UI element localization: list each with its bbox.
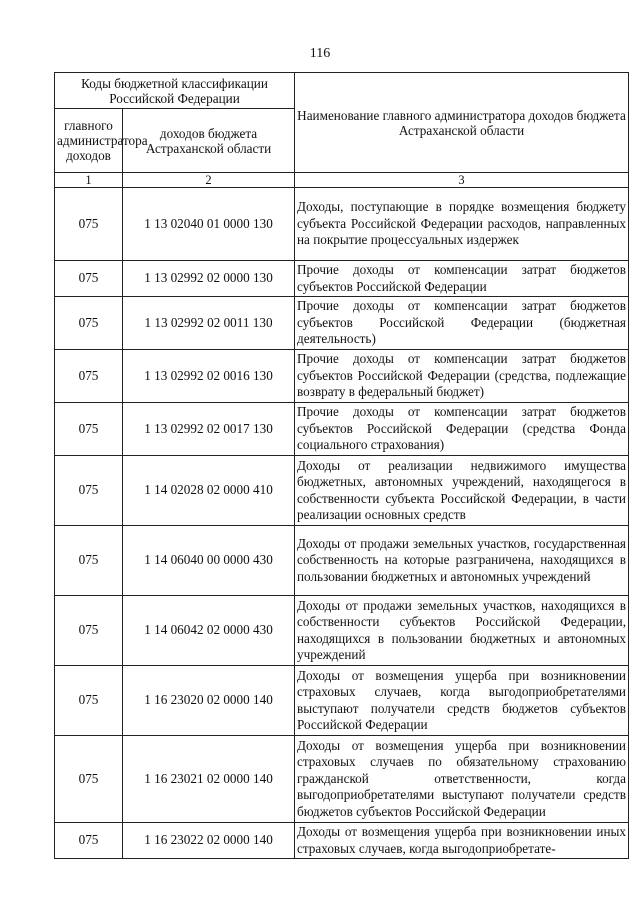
table-row: [55, 297, 629, 350]
admin-code-cell: 075: [55, 188, 123, 261]
column-number: 2: [123, 173, 295, 188]
admin-code-cell: 075: [55, 403, 123, 456]
table-row: [55, 526, 629, 596]
income-name-cell: Прочие доходы от компенсации затрат бюджетов субъектов Российской Федерации (средства, подлежащие возврату в федеральный бюджет): [295, 350, 629, 403]
table-row: [55, 596, 629, 666]
budget-classification-table: [54, 72, 629, 859]
header-col2-income: доходов бюджета Астраханской области: [123, 109, 295, 173]
admin-code-cell: 075: [55, 297, 123, 350]
table-row: [55, 350, 629, 403]
column-number: 1: [55, 173, 123, 188]
income-name-cell: Доходы от реализации недвижимого имущества бюджетных, автономных учреждений, находящегося в собственности субъекта Российской Федерации, в части реализации основных средств: [295, 456, 629, 526]
table-row: [55, 456, 629, 526]
income-code-cell: 1 14 06040 00 0000 430: [123, 526, 295, 596]
admin-code-cell: 075: [55, 666, 123, 736]
table-row: [55, 823, 629, 859]
admin-code-cell: 075: [55, 456, 123, 526]
table-row: [55, 403, 629, 456]
header-col3-name: Наименование главного администратора доходов бюджета Астраханской области: [295, 73, 629, 173]
admin-code-cell: 075: [55, 350, 123, 403]
page-number: 116: [309, 46, 331, 61]
income-code-cell: 1 13 02992 02 0017 130: [123, 403, 295, 456]
admin-code-cell: 075: [55, 736, 123, 823]
income-code-cell: 1 14 02028 02 0000 410: [123, 456, 295, 526]
table-row: [55, 736, 629, 823]
income-name-cell: Доходы от возмещения ущерба при возникновении иных страховых случаев, когда выгодоприобретате-: [295, 823, 629, 859]
income-name-cell: Доходы от возмещения ущерба при возникновении страховых случаев по обязательному страхованию гражданской ответственности, когда выгодоприобретателями выступают получатели средств бюджетов субъектов Российской Федерации: [295, 736, 629, 823]
income-code-cell: 1 14 06042 02 0000 430: [123, 596, 295, 666]
income-name-cell: Прочие доходы от компенсации затрат бюджетов субъектов Российской Федерации (средства Фонда социального страхования): [295, 403, 629, 456]
income-code-cell: 1 13 02992 02 0000 130: [123, 261, 295, 297]
income-code-cell: 1 13 02992 02 0016 130: [123, 350, 295, 403]
income-name-cell: Прочие доходы от компенсации затрат бюджетов субъектов Российской Федерации: [295, 261, 629, 297]
admin-code-cell: 075: [55, 823, 123, 859]
income-code-cell: 1 16 23021 02 0000 140: [123, 736, 295, 823]
income-name-cell: Доходы от возмещения ущерба при возникновении страховых случаев, когда выгодоприобретателями выступают получатели средств бюджетов субъектов Российской Федерации: [295, 666, 629, 736]
table-row: [55, 261, 629, 297]
column-number-row: [55, 173, 629, 188]
column-number: 3: [295, 173, 629, 188]
income-name-cell: Доходы, поступающие в порядке возмещения бюджету субъекта Российской Федерации расходов, направленных на покрытие процессуальных издержек: [295, 188, 629, 261]
income-name-cell: Доходы от продажи земельных участков, находящихся в собственности субъектов Российской Федерации, находящихся в пользовании бюджетных и автономных учреждений: [295, 596, 629, 666]
income-name-cell: Доходы от продажи земельных участков, государственная собственность на которые разграничена, находящихся в пользовании бюджетных и автономных учреждений: [295, 526, 629, 596]
income-name-cell: Прочие доходы от компенсации затрат бюджетов субъектов Российской Федерации (бюджетная деятельность): [295, 297, 629, 350]
admin-code-cell: 075: [55, 526, 123, 596]
table-row: [55, 188, 629, 261]
income-code-cell: 1 13 02040 01 0000 130: [123, 188, 295, 261]
admin-code-cell: 075: [55, 596, 123, 666]
income-code-cell: 1 16 23020 02 0000 140: [123, 666, 295, 736]
admin-code-cell: 075: [55, 261, 123, 297]
table-row: [55, 666, 629, 736]
header-group-codes: Коды бюджетной классификации Российской Федерации: [55, 73, 295, 109]
income-code-cell: 1 13 02992 02 0011 130: [123, 297, 295, 350]
income-code-cell: 1 16 23022 02 0000 140: [123, 823, 295, 859]
header-col1-admin: главного администратора доходов: [55, 109, 123, 173]
